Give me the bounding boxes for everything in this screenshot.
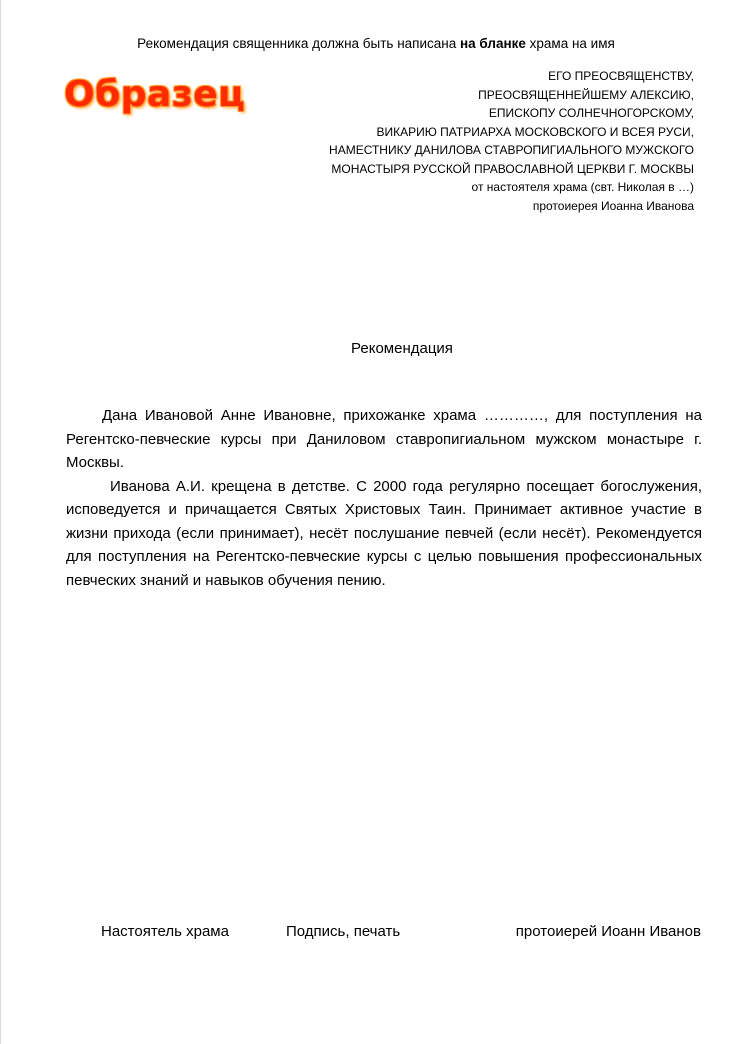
body-paragraph: Дана Ивановой Анне Ивановне, прихожанке храма …………, для поступления на Регентско-певческие курсы при Даниловом ставропигиальном мужском монастыре г. Москвы. xyxy=(66,407,702,471)
address-line: ЕПИСКОПУ СОЛНЕЧНОГОРСКОМУ, xyxy=(488,106,694,120)
recommendation-body xyxy=(66,404,702,592)
document-title: Рекомендация xyxy=(351,340,453,357)
address-line: ВИКАРИЮ ПАТРИАРХА МОСКОВСКОГО И ВСЕЯ РУСИ, xyxy=(376,124,694,139)
header-note xyxy=(1,36,750,51)
address-line: ЕГО ПРЕОСВЯЩЕНСТВУ, xyxy=(548,69,694,83)
body-paragraph: Иванова А.И. крещена в детстве. С 2000 года регулярно посещает богослужения, исповедуется и причащается Святых Христовых Таин. Принимает активное участие в жизни прихода (если принимает), несёт послушание певчей (если несёт). Рекомендуется для поступления на Регентско-певческие курсы с целью повышения профессиональных певческих знаний и навыков обучения пению. xyxy=(66,477,702,589)
address-line: НАМЕСТНИКУ ДАНИЛОВА СТАВРОПИГИАЛЬНОГО МУЖСКОГО xyxy=(329,143,694,157)
footer-rector-label: Настоятель храма xyxy=(101,923,229,940)
header-note-bold: на бланке xyxy=(459,36,526,51)
address-line: МОНАСТЫРЯ РУССКОЙ ПРАВОСЛАВНОЙ ЦЕРКВИ Г. МОСКВЫ xyxy=(331,161,694,176)
header-note-before: Рекомендация священника должна быть написана xyxy=(137,36,460,51)
header-note-after: храма на имя xyxy=(525,36,615,51)
address-line: от настоятеля храма (свт. Николая в …) xyxy=(471,180,694,194)
footer-priest-name: протоиерей Иоанн Иванов xyxy=(515,923,701,940)
address-line: протоиерея Иоанна Иванова xyxy=(532,198,694,213)
address-line: ПРЕОСВЯЩЕННЕЙШЕМУ АЛЕКСИЮ, xyxy=(478,87,694,102)
sample-stamp: Образец xyxy=(64,74,246,115)
addressee-block xyxy=(274,67,694,215)
footer-signature-label: Подпись, печать xyxy=(286,923,401,940)
